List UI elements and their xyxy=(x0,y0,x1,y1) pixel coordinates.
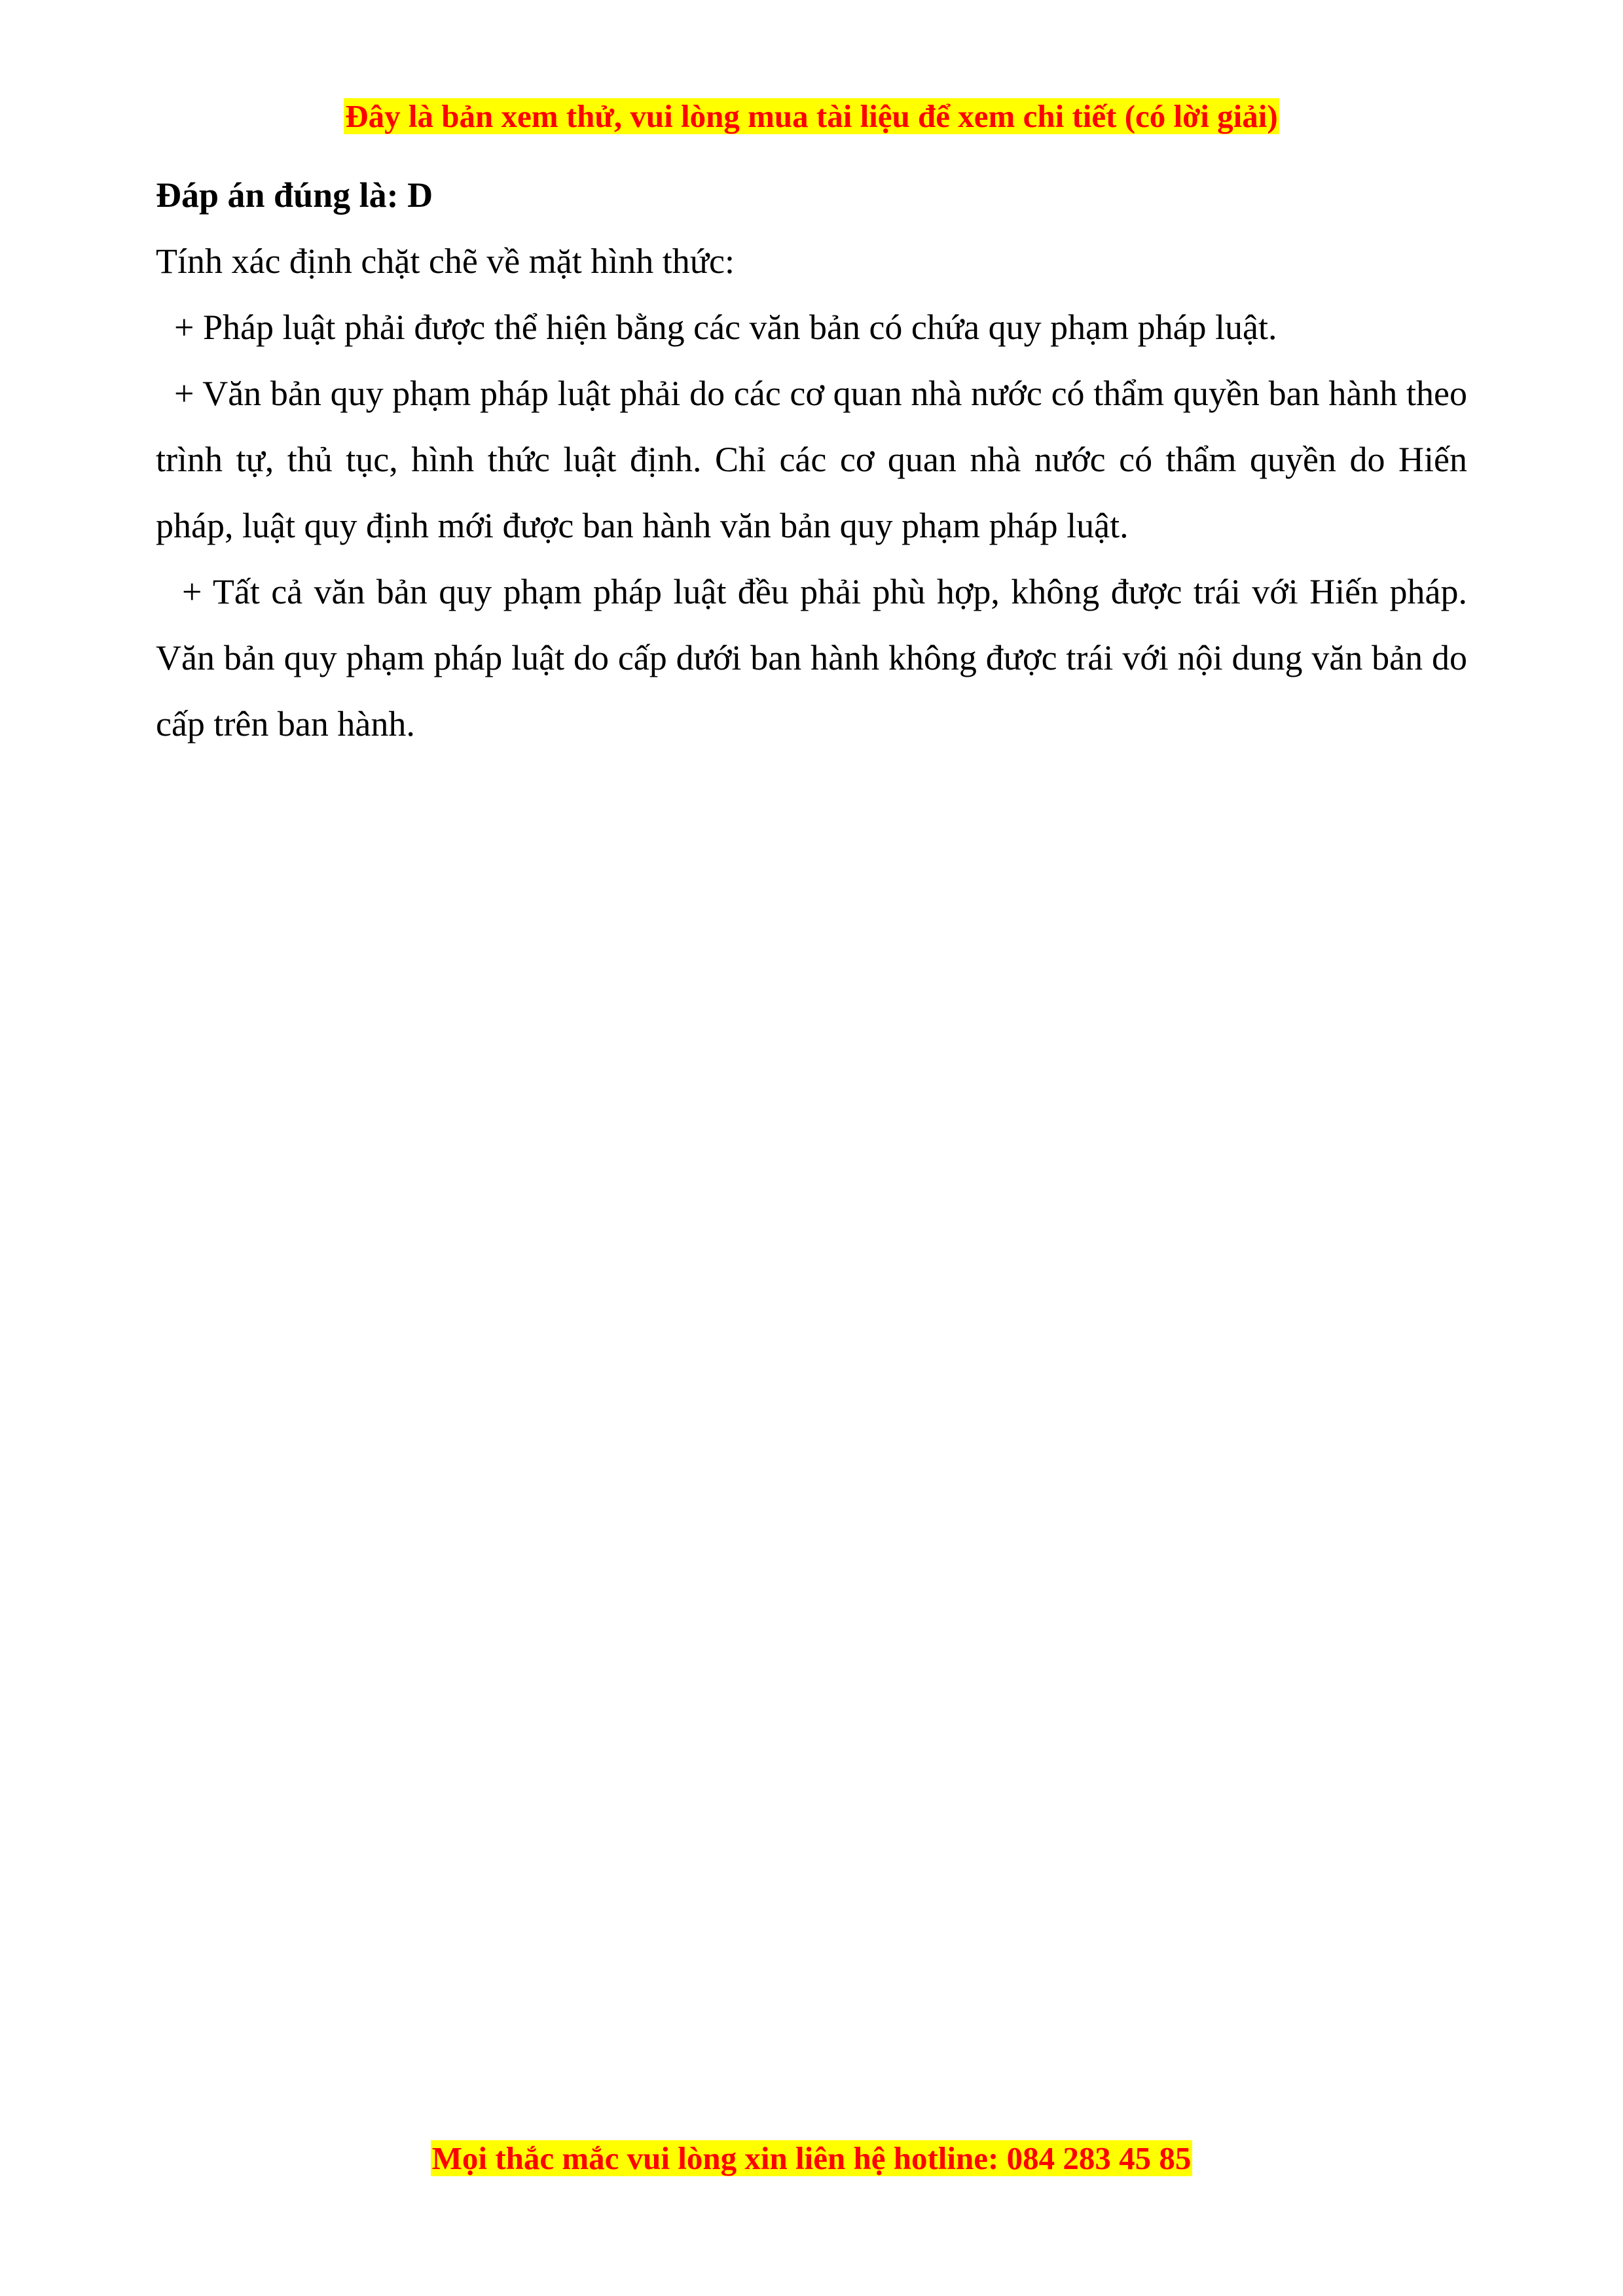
point-3: + Tất cả văn bản quy phạm pháp luật đều phải phù hợp, không được trái với Hiến pháp. Văn bản quy phạm pháp luật do cấp dưới ban hành không được trái với nội dung văn bản do cấp trên ban hành. xyxy=(156,572,1467,744)
point-2: + Văn bản quy phạm pháp luật phải do các cơ quan nhà nước có thẩm quyền ban hành theo trình tự, thủ tục, hình thức luật định. Chỉ các cơ quan nhà nước có thẩm quyền do Hiến pháp, luật quy định mới được ban hành văn bản quy phạm pháp luật. xyxy=(156,374,1467,545)
hotline-banner xyxy=(0,2139,1623,2178)
document-body xyxy=(156,162,1467,757)
preview-notice-text: Đây là bản xem thử, vui lòng mua tài liệu để xem chi tiết (có lời giải) xyxy=(345,98,1278,134)
answer-line: Đáp án đúng là: D xyxy=(156,175,433,215)
point-1: + Pháp luật phải được thể hiện bằng các văn bản có chứa quy phạm pháp luật. xyxy=(174,308,1277,347)
intro-line: Tính xác định chặt chẽ về mặt hình thức: xyxy=(156,242,735,281)
hotline-text: Mọi thắc mắc vui lòng xin liên hệ hotline: 084 283 45 85 xyxy=(431,2140,1192,2176)
preview-notice-banner xyxy=(0,97,1623,136)
